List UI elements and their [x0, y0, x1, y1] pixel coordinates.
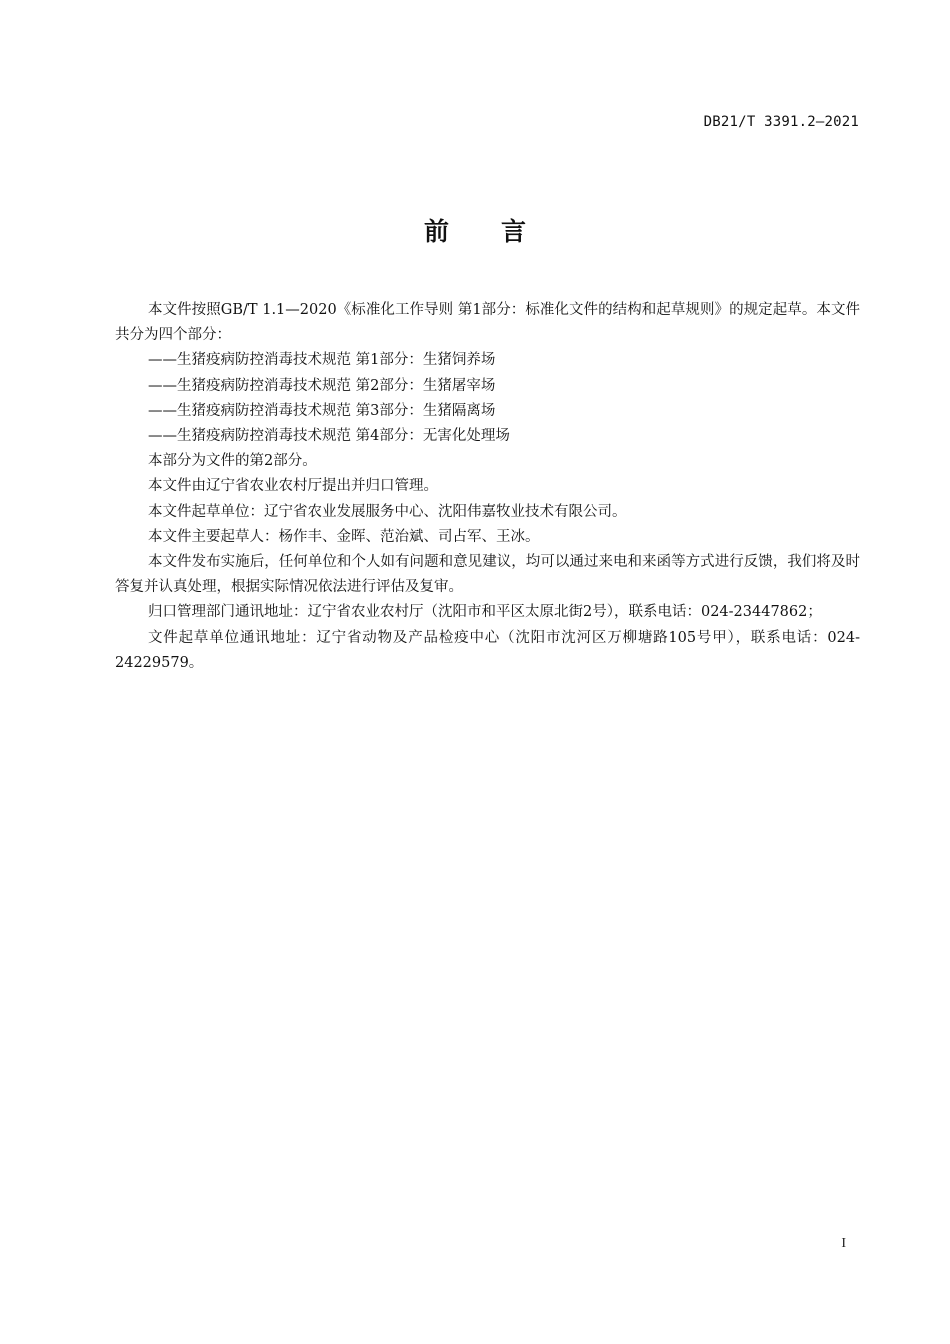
- document-code: DB21/T 3391.2—2021: [703, 114, 859, 130]
- page-number: I: [841, 1236, 846, 1251]
- part-list-item: ——生猪疫病防控消毒技术规范 第3部分：生猪隔离场: [148, 402, 496, 419]
- drafting-units-paragraph: 本文件起草单位：辽宁省农业发展服务中心、沈阳伟嘉牧业技术有限公司。: [148, 503, 627, 520]
- foreword-body: [115, 298, 860, 676]
- feedback-paragraph: 本文件发布实施后，任何单位和个人如有问题和意见建议，均可以通过来电和来函等方式进行反馈，我们将及时答复并认真处理，根据实际情况依法进行评估及复审。: [115, 554, 860, 596]
- responsible-paragraph: 本文件由辽宁省农业农村厅提出并归口管理。: [148, 478, 438, 495]
- drafter-contact-paragraph: 文件起草单位通讯地址：辽宁省动物及产品检疫中心（沈阳市沈河区万柳塘路105号甲），联系电话：024-24229579。: [115, 629, 860, 671]
- authority-contact-paragraph: 归口管理部门通讯地址：辽宁省农业农村厅（沈阳市和平区太原北街2号），联系电话：024-23447862；: [148, 604, 822, 621]
- intro-paragraph: 本文件按照GB/T 1.1—2020《标准化工作导则 第1部分：标准化文件的结构和起草规则》的规定起草。本文件共分为四个部分：: [115, 302, 860, 344]
- part-list-item: ——生猪疫病防控消毒技术规范 第2部分：生猪屠宰场: [148, 377, 496, 394]
- drafters-paragraph: 本文件主要起草人：杨作丰、金晖、范治斌、司占军、王冰。: [148, 528, 540, 545]
- part-list-item: ——生猪疫病防控消毒技术规范 第1部分：生猪饲养场: [148, 352, 496, 369]
- part-note-paragraph: 本部分为文件的第2部分。: [148, 453, 317, 470]
- page-title: 前言: [423, 217, 578, 246]
- part-list-item: ——生猪疫病防控消毒技术规范 第4部分：无害化处理场: [148, 428, 510, 445]
